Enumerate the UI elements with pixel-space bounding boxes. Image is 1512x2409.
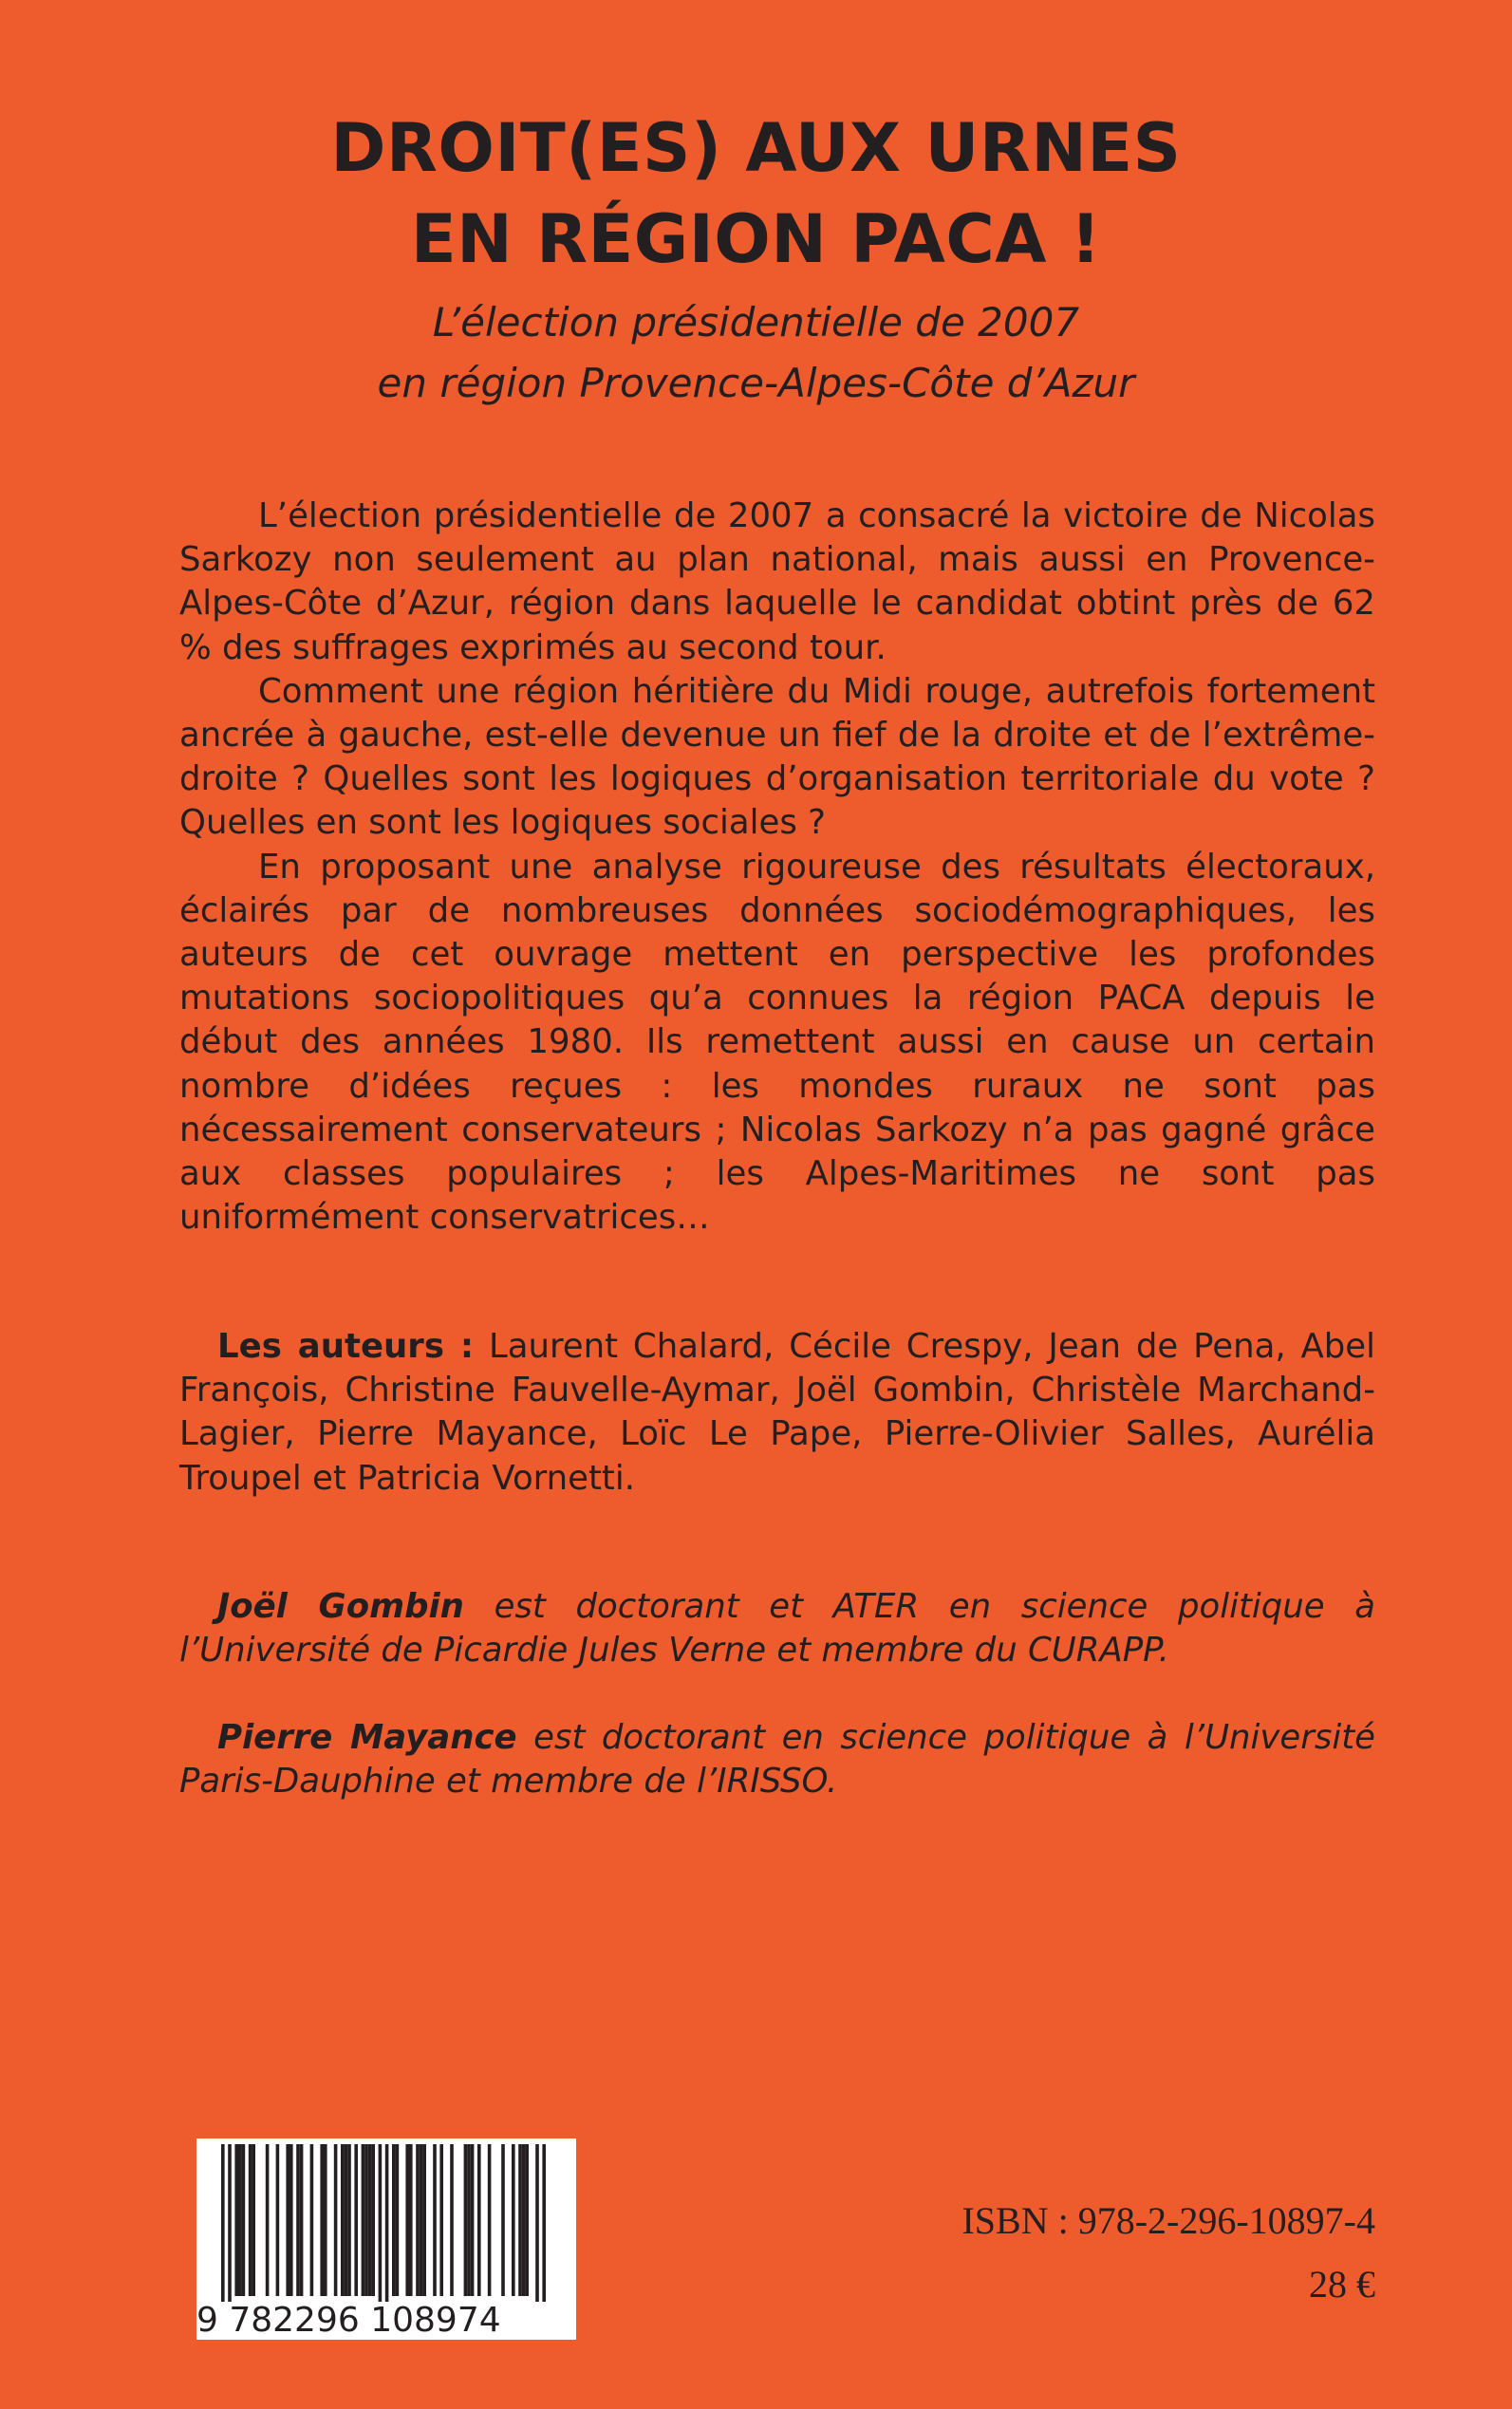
barcode-bar: [420, 2144, 423, 2296]
barcode-bar: [396, 2144, 400, 2296]
barcode-bar: [276, 2144, 280, 2296]
barcode-bar: [341, 2144, 345, 2296]
barcode-bar: [362, 2144, 365, 2296]
author-bio-gombin: [179, 1585, 1375, 1672]
authors-paragraph: [179, 1325, 1375, 1501]
barcode-bar: [422, 2144, 426, 2296]
barcode-bar: [310, 2144, 314, 2296]
barcode-bar: [522, 2144, 526, 2296]
barcode-bar: [345, 2144, 348, 2296]
barcode-bar: [488, 2144, 492, 2296]
barcode-bar: [471, 2144, 475, 2296]
barcode-bar: [334, 2144, 338, 2296]
barcode-bar: [450, 2144, 454, 2296]
authors-section: [179, 1325, 1375, 1501]
price: 28 €: [1309, 2263, 1375, 2306]
author-bio-mayance: [179, 1716, 1375, 1803]
barcode-bar: [477, 2144, 481, 2296]
barcode-bar: [385, 2144, 389, 2302]
barcode-bar: [439, 2144, 443, 2296]
barcode-bar: [296, 2144, 300, 2296]
barcode-bar: [249, 2144, 252, 2296]
summary-paragraph-2: Comment une région héritière du Midi rouge, autrefois fortement ancrée à gauche, est-elle devenue un fief de la droite et de l’extrême-droite ? Quelles sont les logiques d’organisation territoriale du vote ? Quelles en sont les logiques sociales ?: [179, 671, 1375, 843]
bio-name: Pierre Mayance: [217, 1718, 517, 1757]
barcode-bars: [196, 2138, 576, 2302]
barcode-digits: 9 782296 108974: [196, 2301, 501, 2340]
barcode-bar: [364, 2144, 368, 2296]
barcode-bar: [409, 2144, 413, 2296]
barcode-bar: [379, 2144, 383, 2302]
book-title: [0, 103, 1512, 285]
barcode-bar: [228, 2144, 232, 2302]
barcode-bar: [512, 2144, 515, 2296]
barcode-bar: [234, 2144, 238, 2296]
bio-paragraph: [179, 1716, 1375, 1803]
barcode-bar: [433, 2144, 437, 2296]
bio-name: Joël Gombin: [217, 1587, 464, 1626]
barcode-bar: [467, 2144, 471, 2296]
barcode-bar: [238, 2144, 242, 2296]
barcode-bar: [242, 2144, 246, 2296]
barcode-bar: [501, 2144, 505, 2296]
barcode-bar: [354, 2144, 358, 2296]
book-subtitle: [0, 292, 1512, 414]
barcode-bar: [464, 2144, 468, 2296]
barcode-bar: [518, 2144, 522, 2296]
subtitle-line-1: L’élection présidentielle de 2007: [432, 299, 1080, 345]
ean-barcode: [196, 2138, 576, 2340]
barcode-bar: [525, 2144, 529, 2296]
bio-paragraph: [179, 1585, 1375, 1672]
authors-label: Les auteurs :: [217, 1327, 475, 1366]
barcode-bar: [324, 2144, 327, 2296]
authors-list: Laurent Chalard, Cécile Crespy, Jean de Pena, Abel François, Christine Fauvelle-Aymar, Joël Gombin, Christèle Marchand-Lagier, Pierre Mayance, Loïc Le Pape, Pierre-Olivier Salles, Aurélia Troupel et Patricia Vornetti.: [179, 1327, 1375, 1498]
barcode-bar: [266, 2144, 270, 2296]
barcode-bar: [300, 2144, 304, 2296]
barcode-bar: [542, 2144, 546, 2302]
barcode-bar: [392, 2144, 396, 2296]
bio-text: est doctorant et ATER en science politique à l’Université de Picardie Jules Verne et membre du CURAPP.: [179, 1587, 1376, 1671]
summary-paragraph-3: En proposant une analyse rigoureuse des résultats électoraux, éclairés par de nombreuses données sociodémographiques, les auteurs de cet ouvrage mettent en perspective les profondes mutations sociopolitiques qu’a connues la région PACA depuis le début des années 1980. Ils remettent aussi en cause un certain nombre d’idées reçues : les mondes ruraux ne sont pas nécessairement conservateurs ; Nicolas Sarkozy n’a pas gagné grâce aux classes populaires ; les Alpes-Maritimes ne sont pas uniformément conservatrices…: [179, 847, 1375, 1238]
barcode-bar: [320, 2144, 324, 2296]
title-line-1: DROIT(ES) AUX URNES: [330, 109, 1182, 187]
barcode-bar: [221, 2144, 225, 2302]
barcode-bar: [252, 2144, 255, 2296]
summary-paragraph-1: L’élection présidentielle de 2007 a consacré la victoire de Nicolas Sarkozy non seulement au plan national, mais aussi en Provence-Alpes-Côte d’Azur, région dans laquelle le candidat obtint près de 62 % des suffrages exprimés au second tour.: [179, 496, 1375, 667]
barcode-bar: [286, 2144, 289, 2296]
barcode-bar: [535, 2144, 539, 2302]
barcode-bar: [368, 2144, 372, 2296]
barcode-bar: [371, 2144, 375, 2296]
barcode-bar: [416, 2144, 420, 2296]
summary-text: [179, 495, 1375, 1240]
bio-text: est doctorant en science politique à l’Université Paris-Dauphine et membre de l’IRISSO.: [179, 1718, 1375, 1802]
isbn-number: ISBN : 978-2-296-10897-4: [961, 2199, 1375, 2242]
title-line-2: EN RÉGION PACA !: [410, 200, 1102, 278]
barcode-bar: [405, 2144, 409, 2296]
barcode-bar: [347, 2144, 351, 2296]
subtitle-line-2: en région Provence-Alpes-Côte d’Azur: [377, 360, 1135, 406]
barcode-bar: [289, 2144, 293, 2296]
